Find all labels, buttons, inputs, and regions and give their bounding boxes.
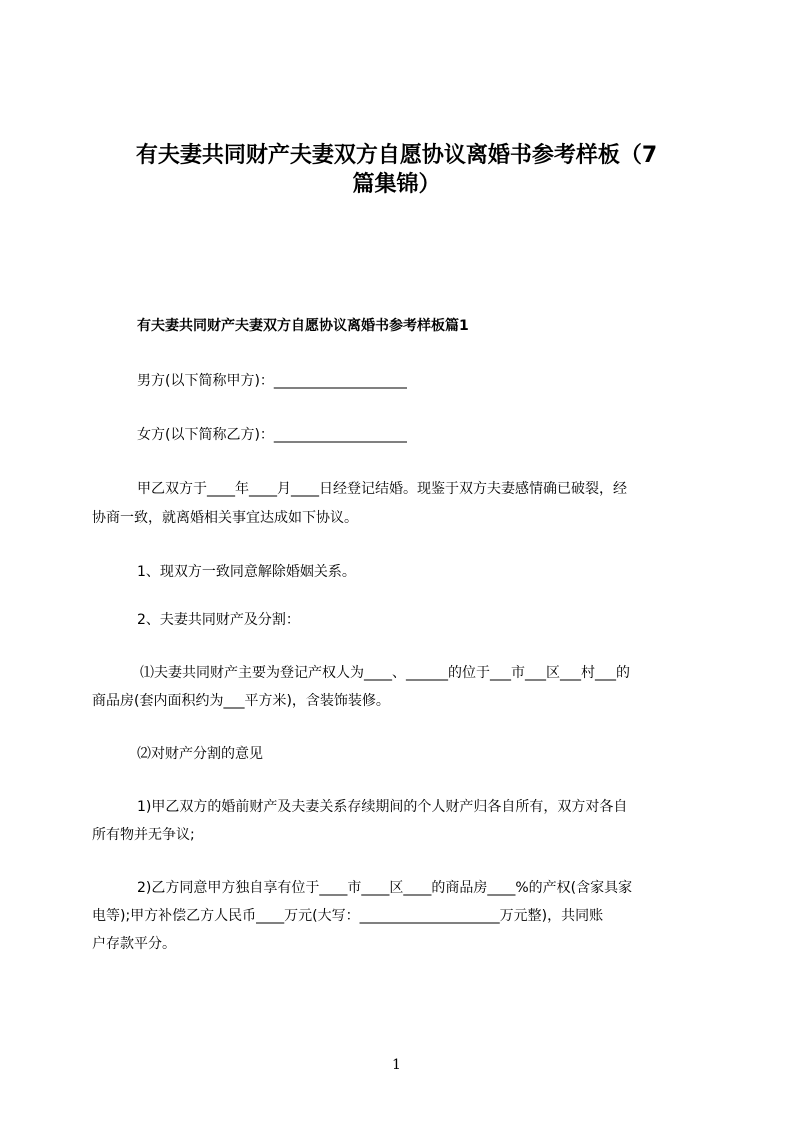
clause-2: 2、夫妻共同财产及分割：: [137, 612, 300, 628]
section-heading: 有夫妻共同财产夫妻双方自愿协议离婚书参考样板篇1: [137, 318, 469, 334]
sub-item-2-line-2: 电等);甲方补偿乙方人民币____万元(大写：____________________万元整)，共同账: [92, 908, 604, 924]
sub-item-1-line-2: 所有物并无争议;: [92, 827, 195, 843]
property-item-2: ⑵对财产分割的意见: [137, 746, 263, 762]
sub-item-2-line-3: 户存款平分。: [92, 936, 176, 952]
wife-field-line: 女方(以下简称乙方)：___________________: [137, 427, 407, 443]
sub-item-2-line-1: 2)乙方同意甲方独自享有位于____市____区____的商品房____%的产权(含家具家: [137, 880, 633, 896]
sub-item-1-line-1: 1)甲乙双方的婚前财产及夫妻关系存续期间的个人财产归各自所有，双方对各自: [137, 799, 628, 815]
property-item-1-line-1: ⑴夫妻共同财产主要为登记产权人为____、______的位于___市___区___村___的: [140, 665, 630, 681]
document-title: [100, 141, 693, 199]
page-number: 1: [392, 1057, 401, 1073]
intro-paragraph-line-2: 协商一致，就离婚相关事宜达成如下协议。: [92, 510, 358, 526]
title-line-2: 篇集锦）: [352, 172, 441, 197]
intro-paragraph-line-1: 甲乙双方于____年____月____日经登记结婚。现鉴于双方夫妻感情确已破裂，经: [137, 481, 627, 497]
property-item-1-line-2: 商品房(套内面积约为___平方米)，含装饰装修。: [92, 693, 390, 709]
husband-field-line: 男方(以下简称甲方)：___________________: [137, 373, 407, 389]
clause-1: 1、现双方一致同意解除婚姻关系。: [137, 564, 356, 580]
title-line-1: 有夫妻共同财产夫妻双方自愿协议离婚书参考样板（7: [135, 143, 658, 168]
